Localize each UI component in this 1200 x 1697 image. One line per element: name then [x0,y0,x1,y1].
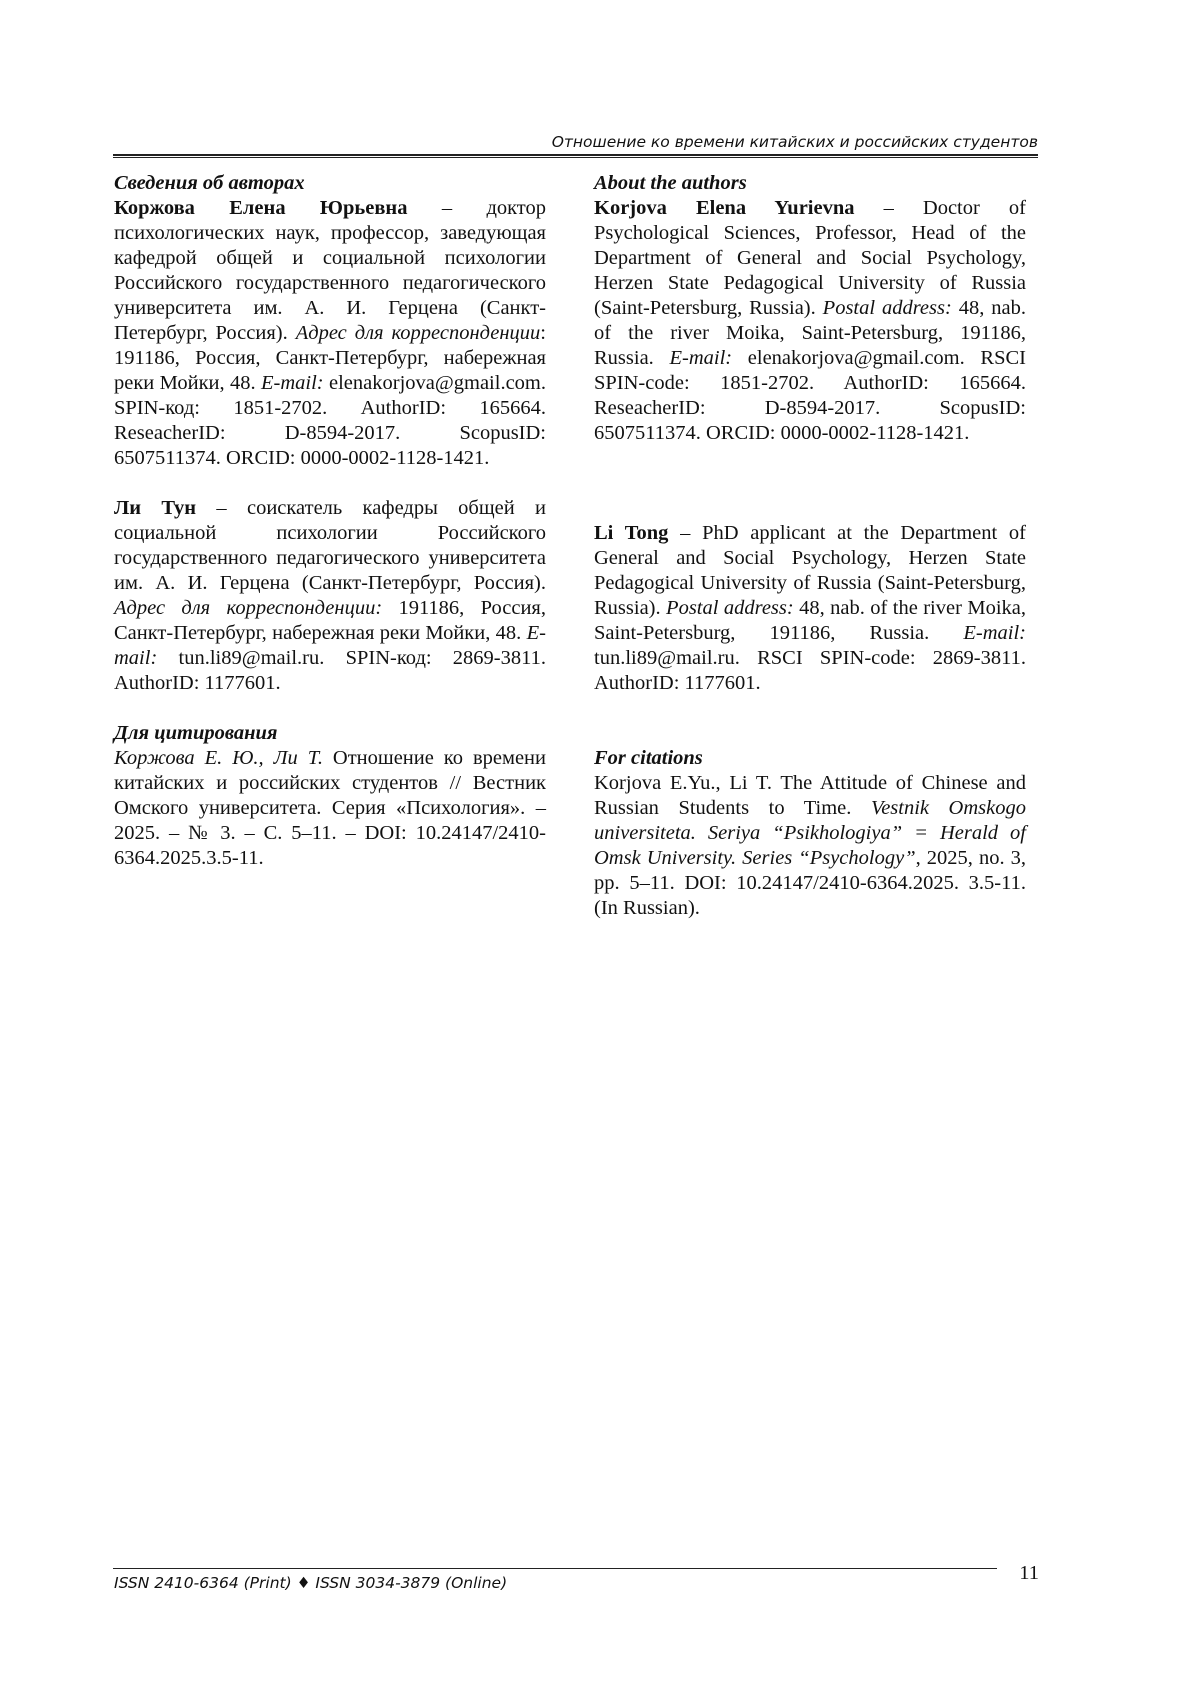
author1-bio-en: – Doctor of Psychological Sciences, Professor, Head of the Department of General and Social Psychology, Herzen State Pedagogical University of Russia (Saint-Petersburg, Russia). [594,197,1026,319]
author1-email-label-ru: E-mail: [261,372,324,394]
author2-address-label-ru: Адрес для корреспонденции: [114,597,383,619]
author2-bio-en: – PhD applicant at the Department of General and Social Psychology, Herzen State Pedagogical University of Russia (Saint-Petersburg, Russia). [594,522,1026,619]
left-column-russian [114,171,546,871]
spacer [594,446,1026,471]
page-number: 11 [1019,1562,1039,1584]
spacer [114,471,546,496]
citation-text2-en: , 2025, no. 3, pp. 5–11. DOI: 10.24147/2410-6364.2025. 3.5-11. (In Russian). [594,847,1026,919]
author1-info-ru [114,196,546,471]
author2-bio-ru: – соискатель кафедры общей и социальной психологии Российского государственного педагогического университета им. А. И. Герцена (Санкт-Петербург, Россия). [114,497,546,594]
author2-name-en: Li Tong [594,522,669,544]
author1-name-ru: Коржова Елена Юрьевна [114,197,408,219]
author1-address-en: 48, nab. of the river Moika, Saint-Petersburg, 191186, Russia. [594,297,1026,369]
author2-address-ru: 191186, Россия, Санкт-Петербург, набережная реки Мойки, 48. [114,597,546,644]
author2-address-en: 48, nab. of the river Moika, Saint-Petersburg, 191186, Russia. [594,597,1026,644]
author1-ids-en: elenakorjova@gmail.com. RSCI SPIN-code: 1851-2702. AuthorID: 165664. ReseacherID: D-8594-2017. ScopusID: 6507511374. ORCID: 0000-0002-1128-1421. [594,347,1026,444]
spacer [594,471,1026,496]
citation-ru [114,746,546,871]
authors-heading-ru: Сведения об авторах [114,172,305,194]
author1-bio-ru: – доктор психологических наук, профессор, заведующая кафедрой общей и социальной психологии Российского государственного педагогического университета им. А. И. Герцена (Санкт-Петербург, Россия). [114,197,546,344]
header-rule [113,154,1038,158]
running-header: Отношение ко времени китайских и российских студентов [551,133,1038,151]
author2-info-ru [114,496,546,696]
citation-authors-ru: Коржова Е. Ю., Ли Т. [114,747,323,769]
author2-ids-en: tun.li89@mail.ru. RSCI SPIN-code: 2869-3811. AuthorID: 1177601. [594,647,1026,694]
spacer [114,696,546,721]
author2-info-en [594,521,1026,696]
author1-info-en [594,196,1026,446]
citation-journal-en: Vestnik Omskogo universiteta. Seriya “Psikhologiya” = Herald of Omsk University. Series “Psychology” [594,797,1026,869]
citation-text-ru: Отношение ко времени китайских и российских студентов // Вестник Омского университета. Серия «Психология». – 2025. – № 3. – С. 5–11. – DOI: 10.24147/2410-6364.2025.3.5-11. [114,747,546,869]
right-column-english [594,171,1026,921]
author2-name-ru: Ли Тун [114,497,197,519]
author2-email-label-en: E-mail: [963,622,1026,644]
spacer [594,496,1026,521]
authors-heading-en: About the authors [594,172,747,194]
author2-ids-ru: tun.li89@mail.ru. SPIN-код: 2869-3811. AuthorID: 1177601. [114,647,546,694]
footer-rule [113,1568,997,1569]
citation-heading-ru: Для цитирования [114,722,278,744]
author1-address-label-ru: Адрес для корреспонденции [295,322,541,344]
author1-address-label-en: Postal address: [822,297,952,319]
spacer [594,721,1026,746]
author1-name-en: Korjova Elena Yurievna [594,197,855,219]
author2-email-label-ru: E-mail: [114,622,546,669]
author1-ids-ru: elenakorjova@gmail.com. SPIN-код: 1851-2702. AuthorID: 165664. ReseacherID: D-8594-2017. ScopusID: 6507511374. ORCID: 0000-0002-1128-1421. [114,372,546,469]
citation-heading-en: For citations [594,747,703,769]
footer-issn: ISSN 2410-6364 (Print) ♦ ISSN 3034-3879 (Online) [114,1574,508,1592]
author1-address-ru: : 191186, Россия, Санкт-Петербург, набережная реки Мойки, 48. [114,322,546,394]
spacer [594,696,1026,721]
author1-email-label-en: E-mail: [669,347,733,369]
author2-address-label-en: Postal address: [666,597,794,619]
citation-text1-en: Korjova E.Yu., Li T. The Attitude of Chinese and Russian Students to Time. [594,772,1026,819]
citation-en [594,771,1026,921]
